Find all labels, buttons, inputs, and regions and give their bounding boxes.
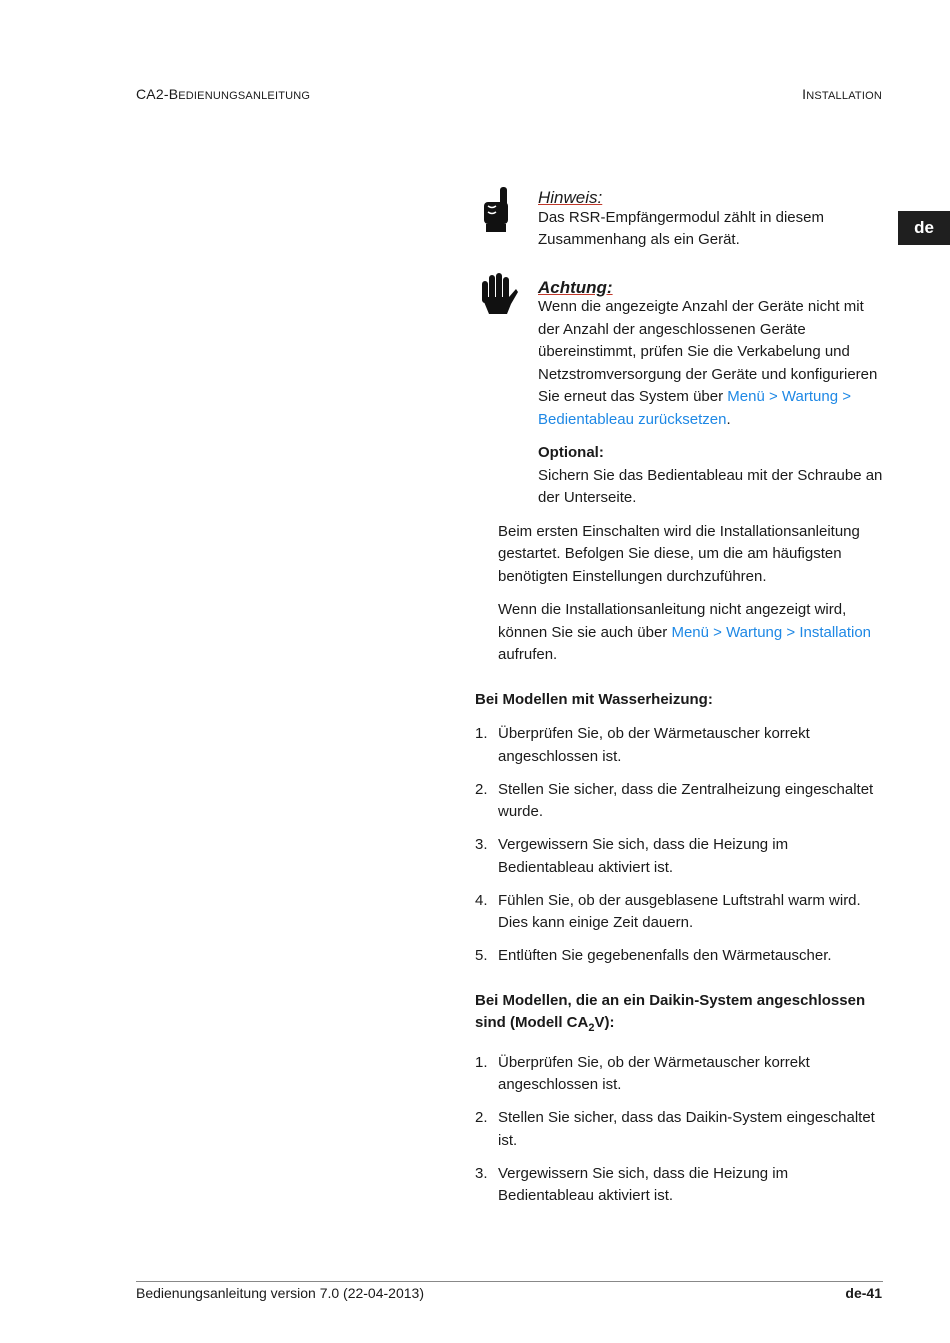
install-menu-paragraph	[498, 599, 885, 667]
footer-left: Bedienungsanleitung version 7.0 (22-04-2013)	[136, 1285, 424, 1301]
list-item-text: Überprüfen Sie, ob der Wärmetauscher korrekt angeschlossen ist.	[498, 1053, 810, 1093]
note-title: Hinweis:	[538, 188, 603, 207]
optional-title: Optional:	[538, 444, 604, 461]
list-item-number: 1.	[475, 1053, 488, 1071]
list-item	[475, 945, 885, 968]
header-left-initial: CA2-B	[136, 86, 179, 102]
warning-text	[538, 296, 885, 431]
optional-text: Sichern Sie das Bedientableau mit der Schraube an der Unterseite.	[538, 466, 883, 506]
list-item-text: Vergewissern Sie sich, dass die Heizung im Bedientableau aktiviert ist.	[498, 1164, 789, 1204]
list-item-number: 4.	[475, 891, 488, 909]
list-item-text: Fühlen Sie, ob der ausgeblasene Luftstrahl warm wird. Dies kann einige Zeit dauern.	[498, 891, 861, 931]
list-item-number: 3.	[475, 1164, 488, 1182]
list-item	[475, 1052, 885, 1097]
para2-before: Wenn die Installationsanleitung nicht angezeigt wird, können Sie sie auch über	[498, 601, 847, 641]
list-item-text: Überprüfen Sie, ob der Wärmetauscher korrekt angeschlossen ist.	[498, 725, 810, 765]
list-item	[475, 890, 885, 935]
list-item	[475, 779, 885, 824]
warning-block	[538, 277, 885, 510]
list-item-text: Vergewissern Sie sich, dass die Heizung im Bedientableau aktiviert ist.	[498, 836, 789, 876]
list-item-number: 1.	[475, 725, 488, 742]
section-water-heating-title: Bei Modellen mit Wasserheizung:	[475, 690, 713, 708]
footer-rule	[136, 1281, 883, 1282]
section-water-heating-steps	[475, 723, 885, 968]
list-item-number: 2.	[475, 1109, 488, 1126]
reset-panel-link[interactable]: Menü > Wartung > Bedientableau zurücksetzen	[538, 388, 851, 428]
language-tab: de	[898, 211, 950, 245]
list-item-number: 2.	[475, 780, 488, 798]
page-number: de-41	[845, 1285, 882, 1301]
note-text: Das RSR-Empfängermodul zählt in diesem Zusammenhang als ein Gerät.	[538, 208, 824, 248]
list-item	[475, 834, 885, 879]
section-daikin-title-a: Bei Modellen, die an ein Daikin-System angeschlossen sind (Modell CA	[475, 991, 866, 1031]
main-column	[475, 187, 885, 1218]
list-item	[475, 1163, 885, 1208]
header-right-initial: I	[802, 86, 807, 102]
running-header-left	[136, 86, 310, 102]
header-right-rest: NSTALLATION	[806, 90, 882, 102]
note-block	[538, 187, 885, 252]
header-left-rest: EDIENUNGSANLEITUNG	[178, 90, 311, 102]
install-guide-paragraph: Beim ersten Einschalten wird die Installationsanleitung gestartet. Befolgen Sie diese, um die am häufigsten benötigten Einstellungen durchzuführen.	[498, 522, 860, 585]
list-item-text: Stellen Sie sicher, dass das Daikin-System eingeschaltet ist.	[498, 1109, 875, 1149]
list-item-text: Entlüften Sie gegebenenfalls den Wärmetauscher.	[498, 947, 832, 964]
list-item-text: Stellen Sie sicher, dass die Zentralheizung eingeschaltet wurde.	[498, 780, 874, 820]
installation-link[interactable]: Menü > Wartung > Installation	[671, 623, 872, 641]
list-item-number: 5.	[475, 947, 488, 964]
warning-link-end: .	[726, 410, 731, 428]
section-daikin-steps	[475, 1052, 885, 1208]
section-daikin-title-b: V):	[594, 1014, 615, 1031]
list-item	[475, 1107, 885, 1152]
warning-body: Wenn die angezeigte Anzahl der Geräte nicht mit der Anzahl der angeschlossenen Geräte übereinstimmt, prüfen Sie die Verkabelung und Netzstromversorgung der Geräte und konfigurieren Sie erneut das System über	[538, 298, 878, 405]
running-header-right	[802, 86, 882, 102]
section-daikin-title-sub: 2	[588, 1022, 595, 1034]
para2-after: aufrufen.	[498, 646, 558, 663]
list-item-number: 3.	[475, 836, 488, 853]
section-daikin-title	[475, 990, 885, 1040]
list-item	[475, 723, 885, 768]
warning-title: Achtung:	[538, 277, 613, 297]
